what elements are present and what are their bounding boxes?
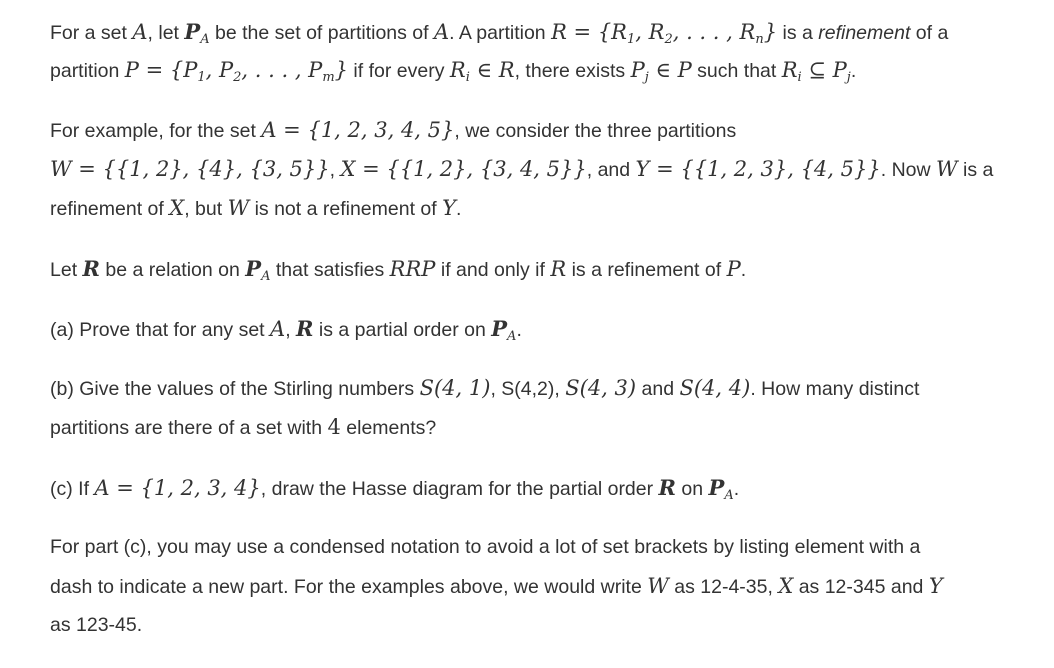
part-b-line-2 (50, 408, 1050, 447)
notation-paragraph (50, 528, 1050, 645)
math-partition-y: Y = {{1, 2, 3}, {4, 5}} (635, 157, 881, 181)
text: partition (50, 60, 125, 82)
text: is a refinement of (566, 259, 727, 281)
math-subscript: A (200, 32, 210, 47)
text: . (850, 60, 857, 82)
text: be a relation on (99, 259, 246, 281)
notation-line-1 (50, 528, 1050, 567)
math-in-r: ∈ R (469, 58, 515, 82)
text: on (676, 478, 709, 500)
math-subscript: 1 (197, 70, 206, 85)
part-a-paragraph (50, 309, 1050, 348)
math-partition-p: } (334, 58, 349, 82)
math-partition-w: W = {{1, 2}, {4}, {3, 5}} (50, 157, 330, 181)
text: , but (184, 198, 228, 220)
text: , we consider the three partitions (454, 120, 737, 142)
math-subscript: i (797, 70, 802, 85)
text: , and (586, 159, 636, 181)
definition-paragraph (50, 12, 1050, 90)
math-partition-p: , P (205, 58, 234, 82)
math-partition-set: P (245, 256, 262, 281)
math-rrp: RRP (389, 257, 436, 281)
math-x: X (169, 196, 185, 220)
paragraph-gap (50, 348, 1050, 369)
math-partition-set: P (491, 316, 508, 341)
definition-line-2 (50, 51, 1050, 90)
part-c-paragraph (50, 468, 1050, 507)
paragraph-gap (50, 507, 1050, 528)
text: is a (957, 159, 994, 181)
text: partitions are there of a set with (50, 417, 328, 439)
text: refinement of (50, 198, 170, 220)
math-r: R (550, 257, 567, 281)
text: . (740, 259, 747, 281)
example-line-1 (50, 111, 1050, 150)
paragraph-gap (50, 288, 1050, 309)
text: For part (c), you may use a condensed notation to avoid a lot of set brackets by listing element with a (50, 536, 921, 558)
math-partition-x: X = {{1, 2}, {3, 4, 5}} (340, 157, 587, 181)
math-subscript: A (507, 329, 517, 344)
relation-paragraph (50, 249, 1050, 288)
math-subscript: 2 (233, 70, 242, 85)
math-subscript: j (644, 70, 649, 85)
math-subscript: A (261, 269, 271, 284)
math-in-p: ∈ P (648, 58, 692, 82)
math-pj: P (630, 58, 645, 82)
example-paragraph (50, 111, 1050, 228)
math-partition-r: R = {R (551, 20, 627, 44)
math-subscript: j (846, 70, 851, 85)
text: and (636, 378, 680, 400)
math-subscript: 2 (664, 32, 673, 47)
math-partition-r: , R (635, 20, 665, 44)
math-ri: R (781, 58, 798, 82)
text: is a partial order on (313, 319, 492, 341)
text: as 123-45. (50, 614, 143, 636)
math-partition-r: } (763, 20, 778, 44)
part-b-line-1 (50, 369, 1050, 408)
text: (a) Prove that for any set (50, 319, 271, 341)
text: , S(4,2), (490, 378, 566, 400)
math-partition-set: P (708, 475, 725, 500)
math-x: X (778, 574, 794, 598)
text: . A partition (449, 22, 552, 44)
text: is not a refinement of (249, 198, 443, 220)
text: (b) Give the values of the Stirling numbers (50, 378, 420, 400)
math-set-a-definition: A = {1, 2, 3, 4} (94, 476, 261, 500)
math-subscript: i (465, 70, 470, 85)
math-number-4: 4 (327, 415, 341, 439)
notation-line-3 (50, 606, 1050, 645)
math-partition-p: , . . . , P (241, 58, 323, 82)
math-partition-set: P (184, 19, 201, 44)
math-relation-r: R (296, 316, 314, 341)
text: be the set of partitions of (209, 22, 434, 44)
math-relation-r: R (82, 256, 100, 281)
text: as 12-345 and (793, 576, 929, 598)
problem-text (50, 12, 1050, 645)
text: , (329, 159, 341, 181)
math-relation-r: R (658, 475, 676, 500)
text: , (285, 319, 297, 341)
math-set-a: A (132, 20, 148, 44)
math-subset-p: ⊆ P (801, 58, 847, 82)
text: . How many distinct (750, 378, 920, 400)
notation-line-2 (50, 567, 1050, 606)
math-partition-p: P = {P (124, 58, 198, 82)
text: For example, for the set (50, 120, 262, 142)
math-set-a: A (433, 20, 450, 44)
text: is a (777, 22, 819, 44)
part-c-line (50, 468, 1050, 507)
math-partition-r: , . . . , R (672, 20, 756, 44)
text: . (733, 478, 740, 500)
example-line-2 (50, 150, 1050, 189)
math-y: Y (442, 196, 456, 220)
part-b-paragraph (50, 369, 1050, 447)
text: For a set (50, 22, 133, 44)
text: dash to indicate a new part. For the examples above, we would write (50, 576, 648, 598)
part-a-line (50, 309, 1050, 348)
text: , draw the Hasse diagram for the partial order (260, 478, 659, 500)
math-w: W (936, 157, 958, 181)
math-subscript: m (322, 70, 335, 85)
math-y: Y (928, 574, 943, 598)
math-stirling-4-3: S(4, 3) (565, 376, 637, 400)
paragraph-gap (50, 90, 1050, 111)
text: of a (910, 22, 949, 44)
math-subscript: n (755, 32, 764, 47)
text: Let (50, 259, 83, 281)
text: . Now (880, 159, 936, 181)
emphasis-refinement: refinement (818, 22, 911, 44)
text: that satisfies (270, 259, 390, 281)
math-w: W (227, 196, 250, 220)
math-w: W (647, 574, 669, 598)
text: such that (691, 60, 782, 82)
text: . (516, 319, 522, 341)
paragraph-gap (50, 447, 1050, 468)
text: , there exists (514, 60, 631, 82)
math-subscript: A (724, 488, 734, 503)
math-p: P (726, 257, 741, 281)
definition-line-1 (50, 12, 1050, 51)
math-subscript: 1 (627, 32, 636, 47)
paragraph-gap (50, 228, 1050, 249)
text: , let (147, 22, 185, 44)
relation-line (50, 249, 1050, 288)
math-stirling-4-1: S(4, 1) (419, 376, 491, 400)
math-set-a-definition: A = {1, 2, 3, 4, 5} (261, 118, 455, 142)
text: . (455, 198, 462, 220)
text: as 12-4-35, (668, 576, 779, 598)
math-set-a: A (270, 317, 286, 341)
text: if and only if (435, 259, 551, 281)
text: elements? (340, 417, 437, 439)
math-stirling-4-4: S(4, 4) (679, 376, 751, 400)
text: if for every (348, 60, 450, 82)
example-line-3 (50, 189, 1050, 228)
text: (c) If (50, 478, 95, 500)
math-ri: R (449, 58, 466, 82)
